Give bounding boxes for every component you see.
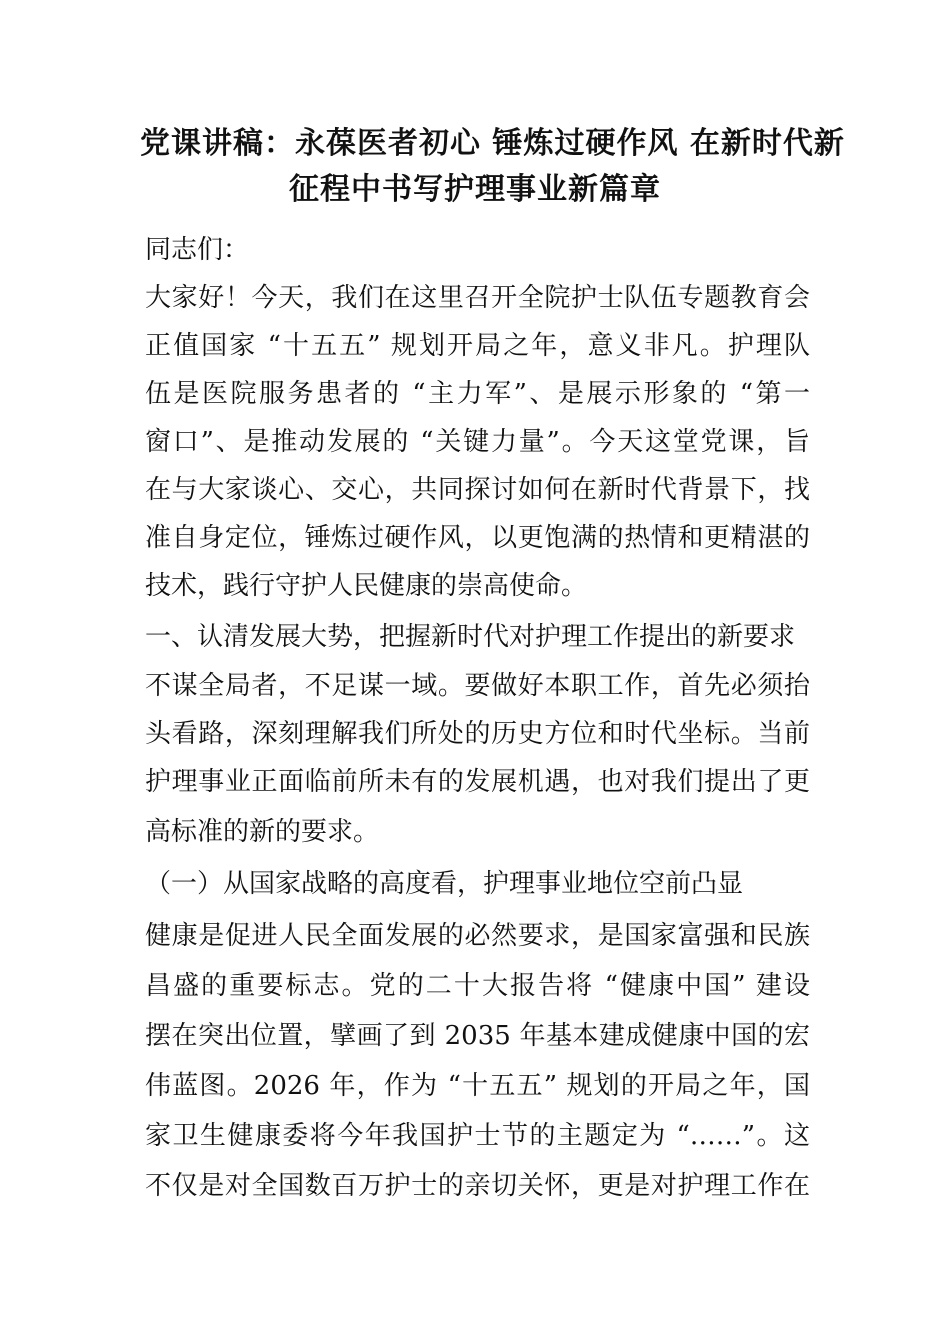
- paragraph-line: 头看路，深刻理解我们所处的历史方位和时代坐标。当前: [145, 719, 810, 749]
- paragraph-line: 正值国家 “十五五” 规划开局之年，意义非凡。护理队: [145, 331, 810, 361]
- paragraph-line: 健康是促进人民全面发展的必然要求，是国家富强和民族: [145, 921, 810, 951]
- section-heading-1: 一、认清发展大势，把握新时代对护理工作提出的新要求: [145, 622, 796, 652]
- paragraph-line: 准自身定位，锤炼过硬作风，以更饱满的热情和更精湛的: [145, 523, 810, 553]
- subsection-heading-1: （一）从国家战略的高度看，护理事业地位空前凸显: [145, 869, 744, 899]
- paragraph-line: 在与大家谈心、交心，共同探讨如何在新时代背景下，找: [145, 475, 810, 505]
- paragraph-line: 不谋全局者，不足谋一域。要做好本职工作，首先必须抬: [145, 671, 810, 701]
- document-title-line-2: 征程中书写护理事业新篇章: [289, 172, 661, 207]
- salutation: 同志们：: [145, 235, 250, 265]
- paragraph-line: 大家好！今天，我们在这里召开全院护士队伍专题教育会: [145, 283, 810, 313]
- paragraph-line: 伍是医院服务患者的 “主力军”、是展示形象的 “第一: [145, 379, 810, 409]
- paragraph-line: 技术，践行守护人民健康的崇高使命。: [145, 571, 588, 601]
- paragraph-line: 高标准的新的要求。: [145, 817, 380, 847]
- paragraph-line: 不仅是对全国数百万护士的亲切关怀，更是对护理工作在: [145, 1171, 810, 1201]
- paragraph-line: 昌盛的重要标志。党的二十大报告将 “健康中国” 建设: [145, 971, 810, 1001]
- paragraph-line: 家卫生健康委将今年我国护士节的主题定为 “……”。这: [145, 1121, 810, 1151]
- paragraph-line: 伟蓝图。2026 年，作为 “十五五” 规划的开局之年，国: [145, 1071, 810, 1101]
- paragraph-line: 护理事业正面临前所未有的发展机遇，也对我们提出了更: [145, 767, 810, 797]
- paragraph-line: 摆在突出位置，擘画了到 2035 年基本建成健康中国的宏: [145, 1021, 810, 1051]
- paragraph-line: 窗口”、是推动发展的 “关键力量”。今天这堂党课，旨: [145, 427, 810, 457]
- document-title-line-1: 党课讲稿：永葆医者初心 锤炼过硬作风 在新时代新: [140, 126, 845, 161]
